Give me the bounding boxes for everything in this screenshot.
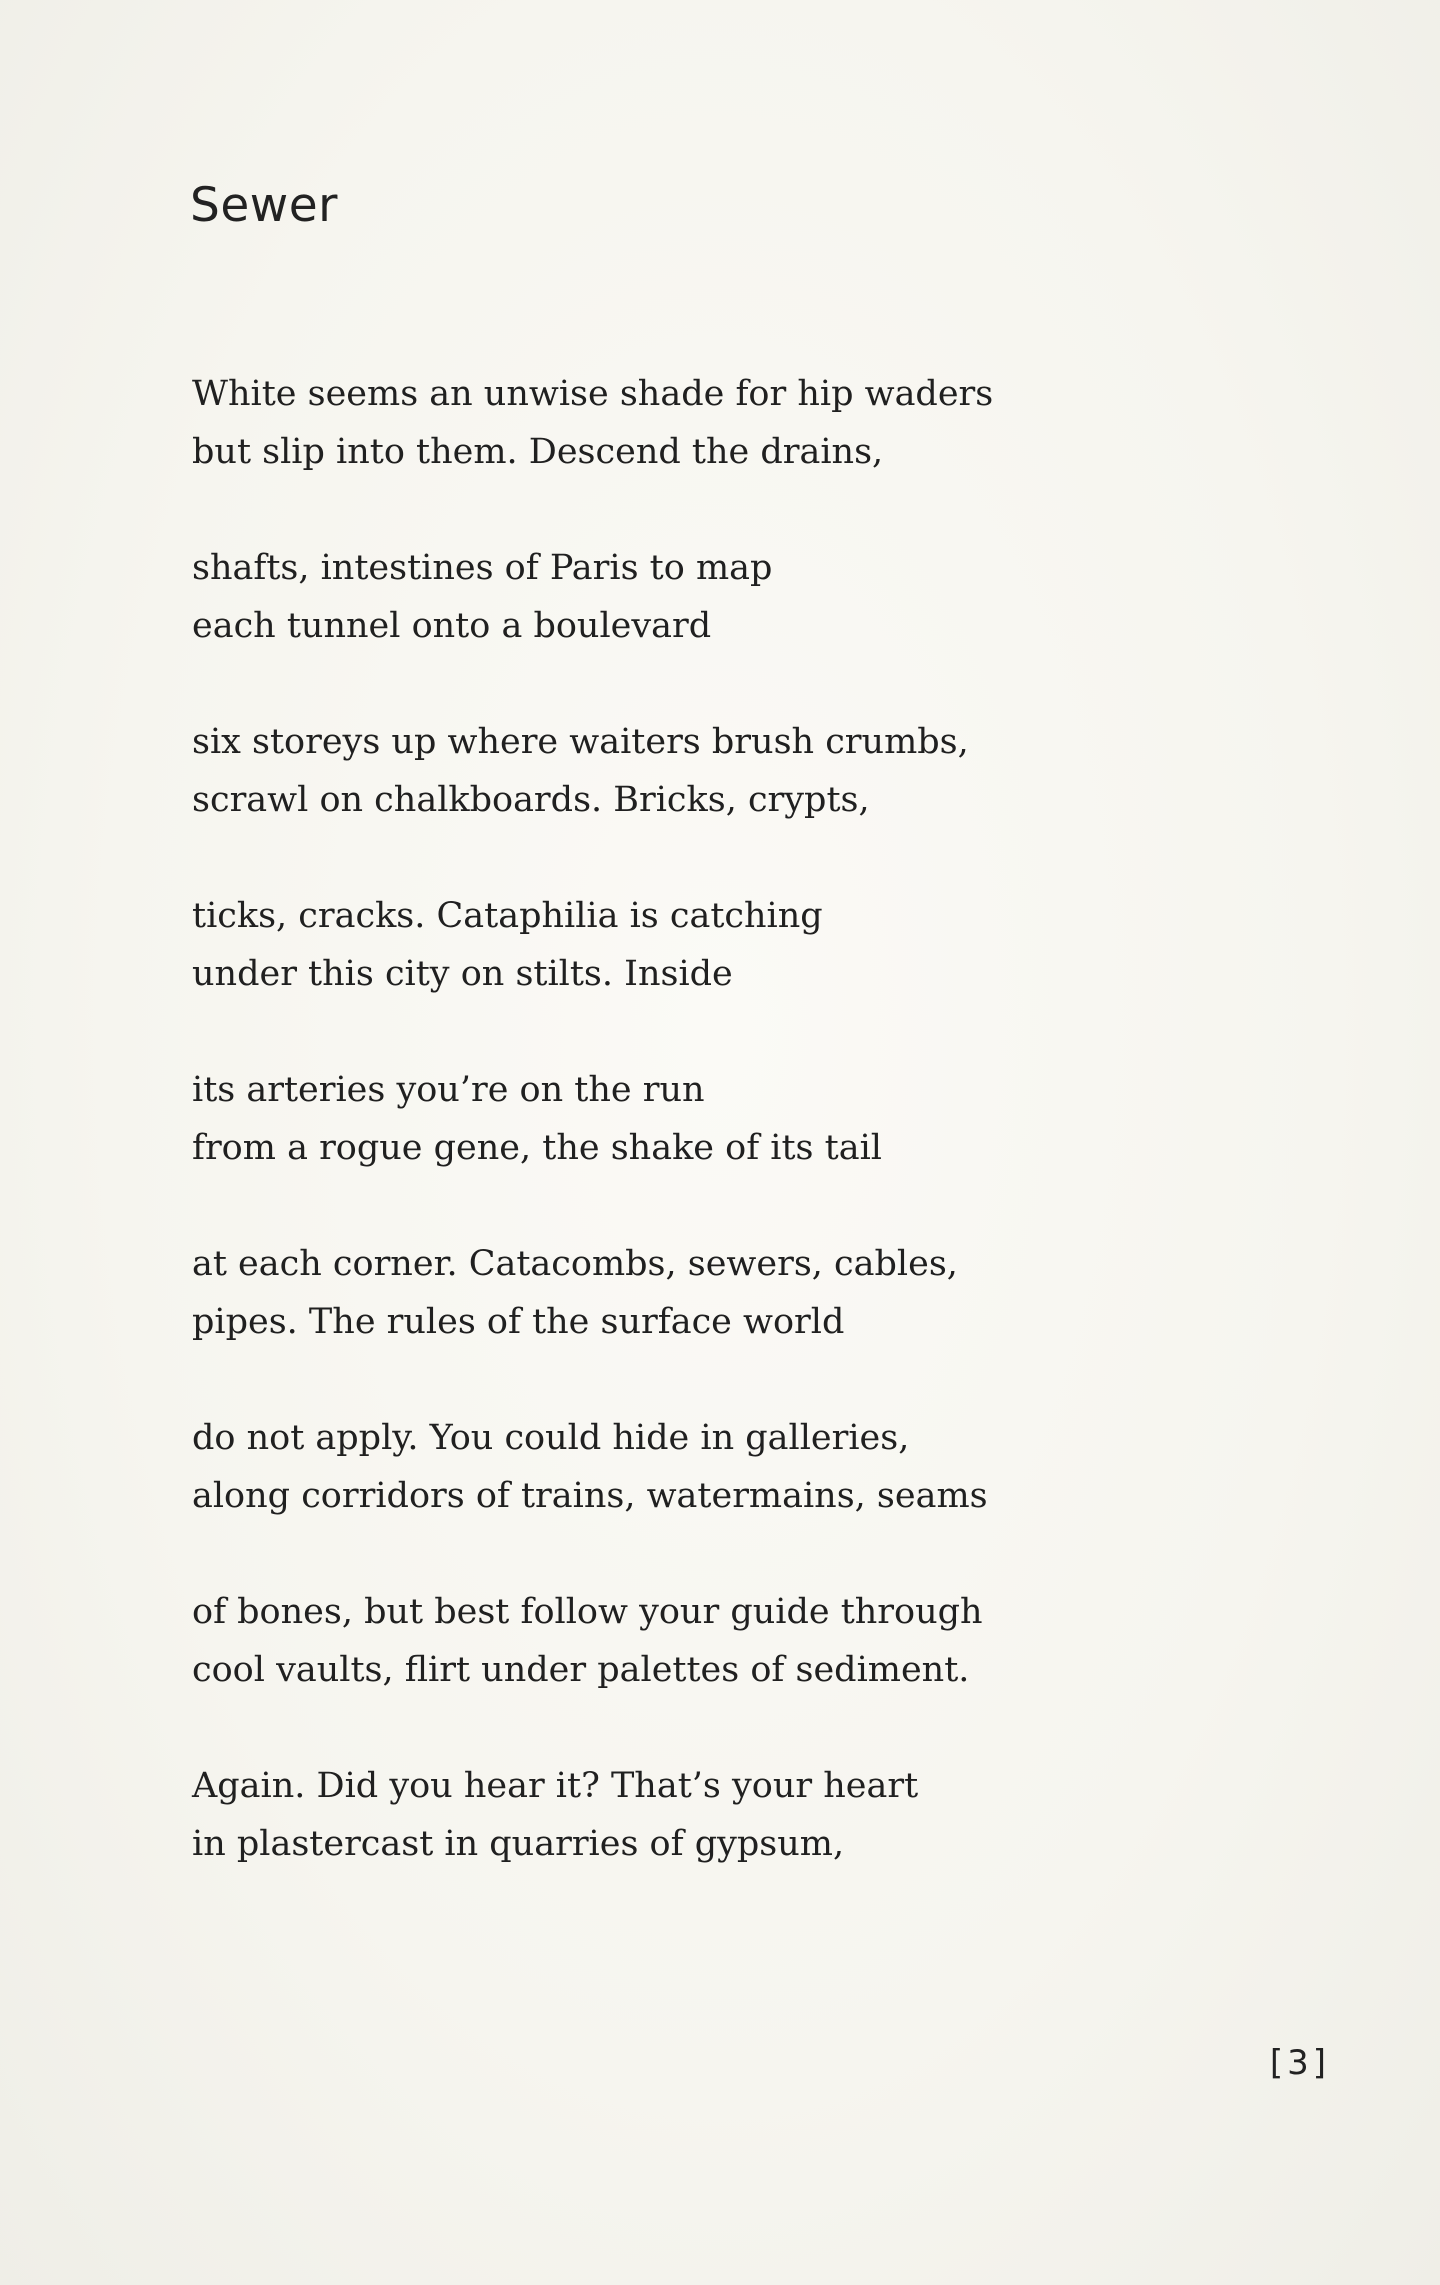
poem-line: ticks, cracks. Cataphilia is catching xyxy=(192,896,823,936)
poem-body xyxy=(192,365,1092,1931)
poem-line: shafts, intestines of Paris to map xyxy=(192,548,773,588)
poem-line: in plastercast in quarries of gypsum, xyxy=(192,1824,845,1864)
poem-line: under this city on stilts. Inside xyxy=(192,954,733,994)
stanza xyxy=(192,1757,1092,1873)
poem-line: at each corner. Catacombs, sewers, cables, xyxy=(192,1244,958,1284)
poem-line: pipes. The rules of the surface world xyxy=(192,1302,845,1342)
poem-title: Sewer xyxy=(190,178,338,233)
poem-line: Again. Did you hear it? That’s your heart xyxy=(192,1766,919,1806)
poem-line: of bones, but best follow your guide through xyxy=(192,1592,983,1632)
stanza xyxy=(192,887,1092,1003)
stanza xyxy=(192,1235,1092,1351)
page-number: [3] xyxy=(1269,2043,1330,2083)
stanza xyxy=(192,713,1092,829)
poem-line: but slip into them. Descend the drains, xyxy=(192,432,884,472)
poem-line: each tunnel onto a boulevard xyxy=(192,606,712,646)
stanza xyxy=(192,539,1092,655)
stanza xyxy=(192,365,1092,481)
stanza xyxy=(192,1061,1092,1177)
stanza xyxy=(192,1409,1092,1525)
poem-line: White seems an unwise shade for hip waders xyxy=(192,374,994,414)
poem-line: its arteries you’re on the run xyxy=(192,1070,705,1110)
poem-line: six storeys up where waiters brush crumbs, xyxy=(192,722,969,762)
poem-line: from a rogue gene, the shake of its tail xyxy=(192,1128,882,1168)
stanza xyxy=(192,1583,1092,1699)
poem-line: scrawl on chalkboards. Bricks, crypts, xyxy=(192,780,870,820)
poem-line: cool vaults, flirt under palettes of sediment. xyxy=(192,1650,970,1690)
poem-line: along corridors of trains, watermains, seams xyxy=(192,1476,988,1516)
poem-line: do not apply. You could hide in galleries, xyxy=(192,1418,910,1458)
